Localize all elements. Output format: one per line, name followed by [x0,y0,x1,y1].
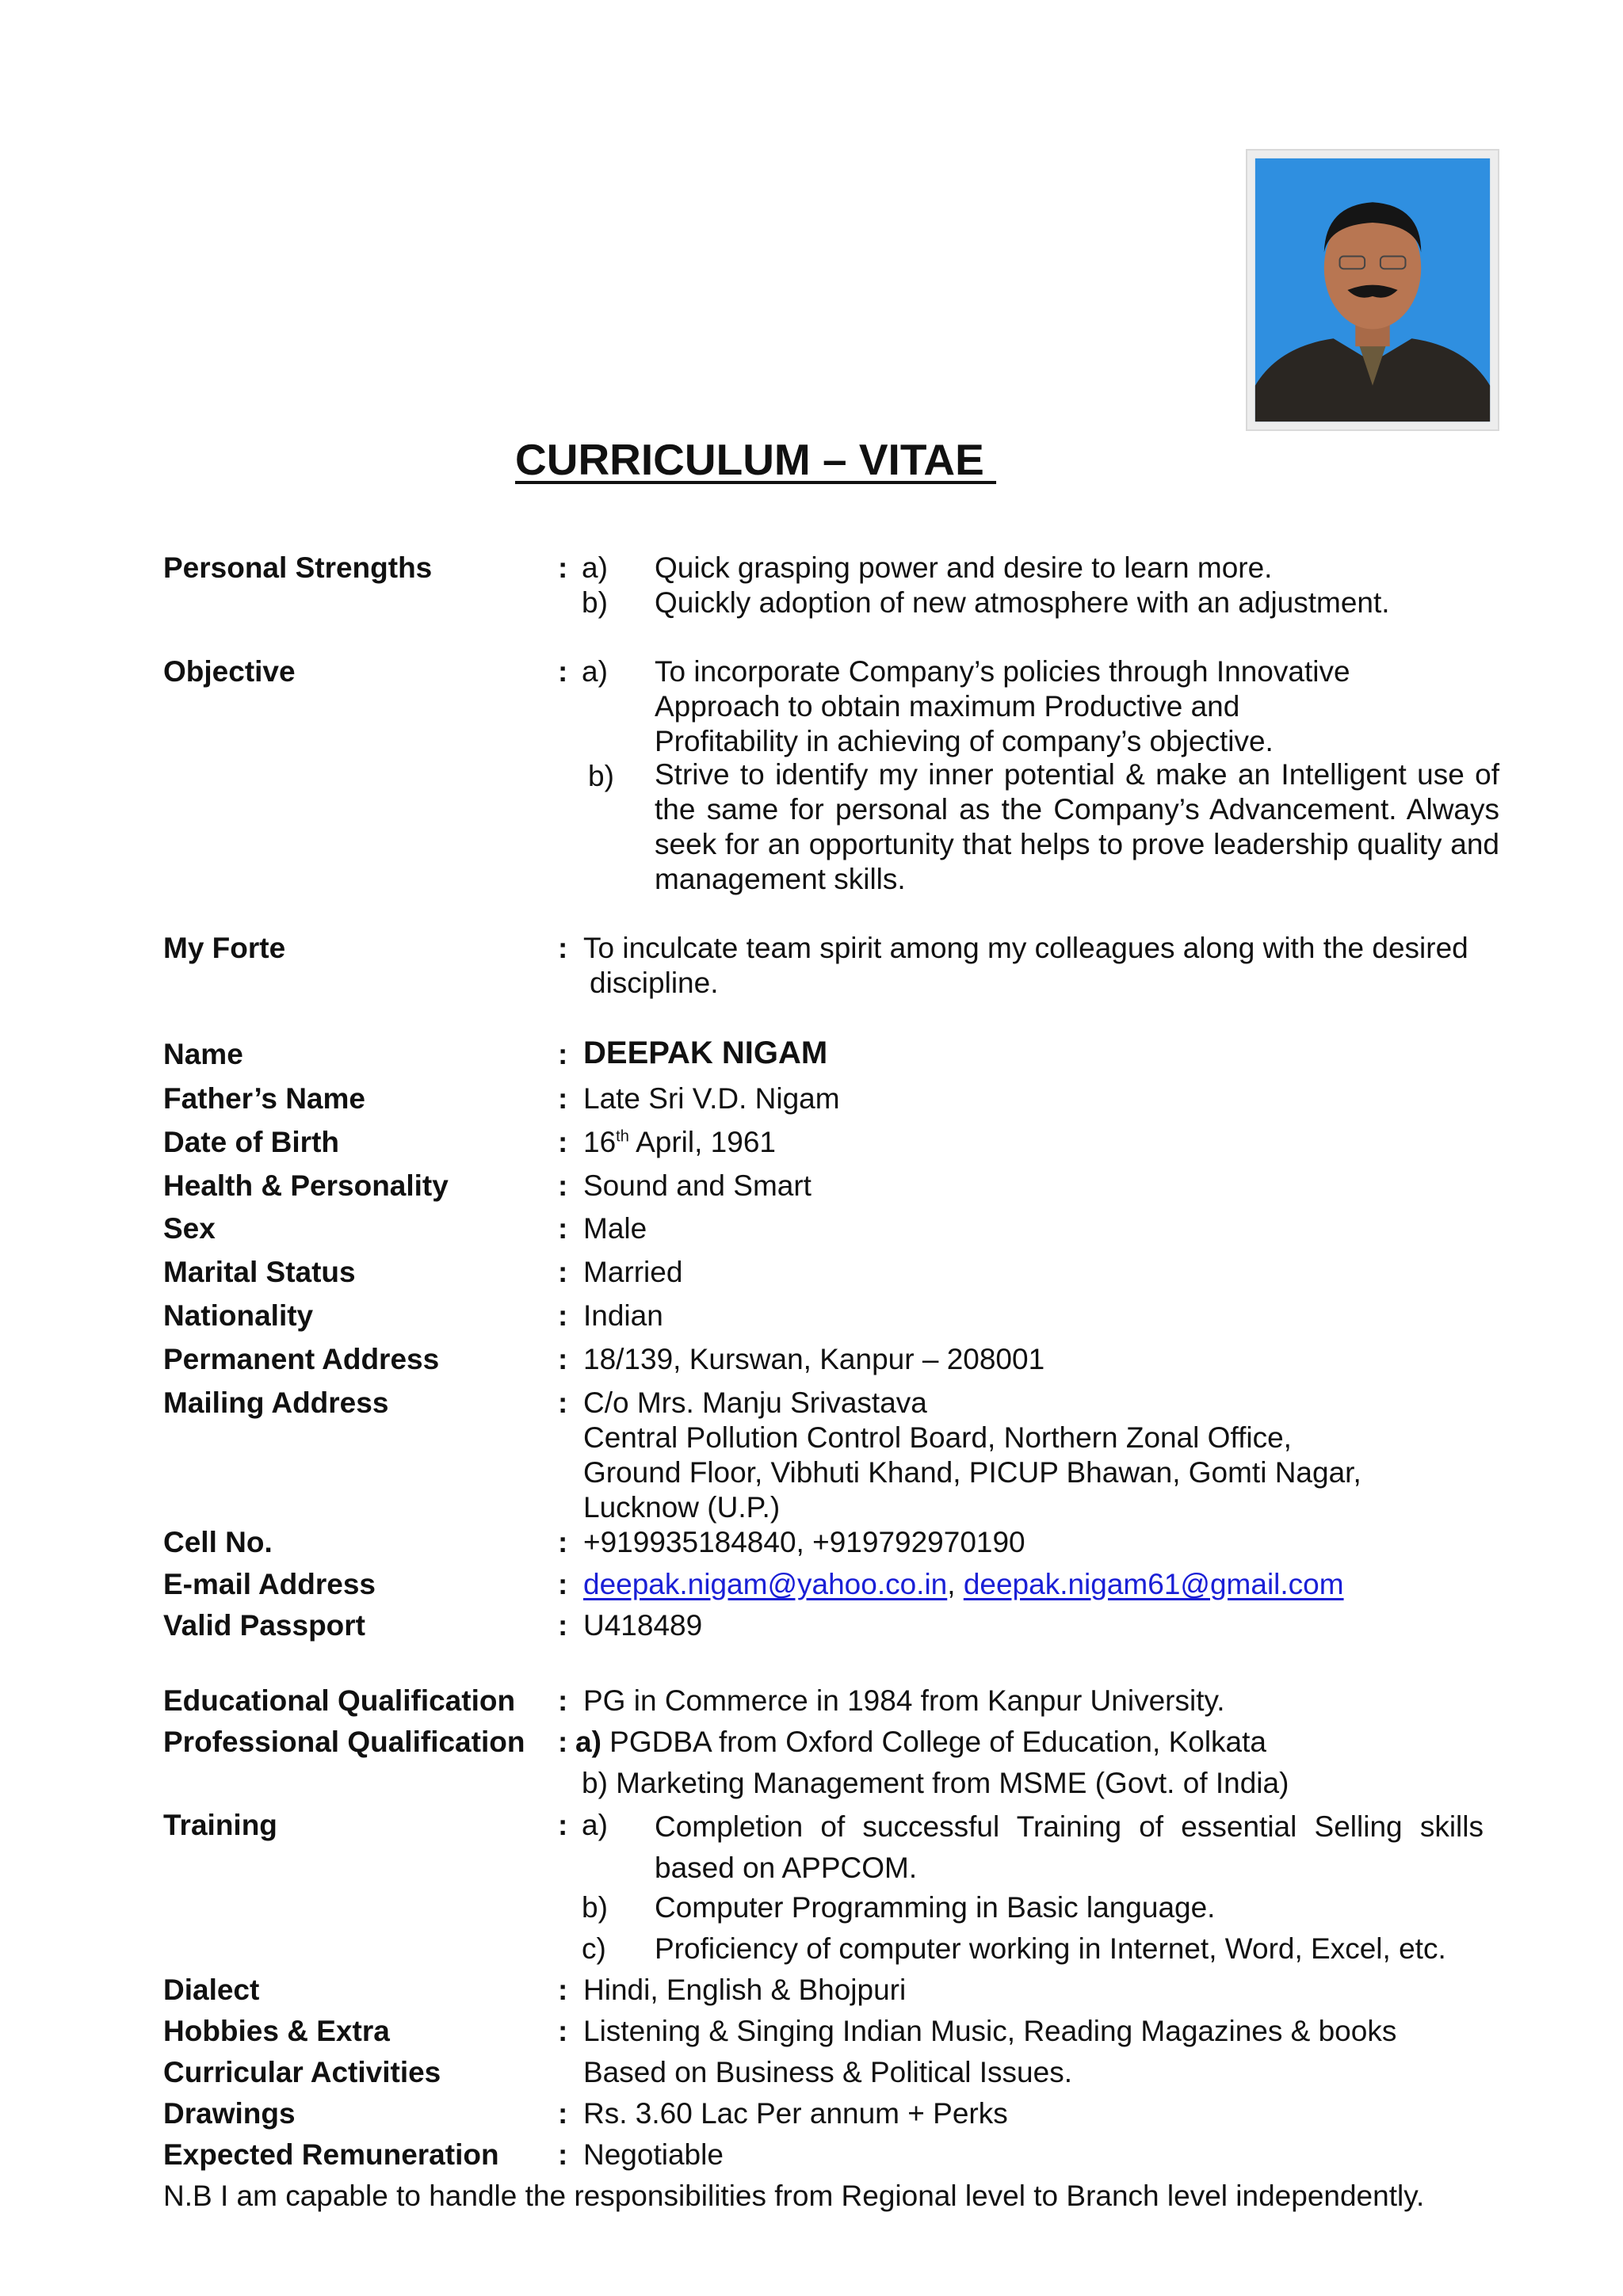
name-label: Name [163,1038,243,1070]
email-value [583,1568,1344,1601]
email-separator: , [947,1568,964,1600]
professional-value-a [575,1726,1266,1759]
colon: : [558,2138,568,2171]
hobbies-label: Hobbies & Extra [163,2015,390,2047]
cell-label: Cell No. [163,1526,273,1558]
colon: : [558,1343,568,1375]
colon: : [558,932,568,964]
colon: : [558,1386,568,1419]
colon: : [558,1568,568,1600]
mailing-address-line3: Ground Floor, Vibhuti Khand, PICUP Bhawan, Gomti Nagar, [583,1456,1361,1489]
forte-label: My Forte [163,932,286,964]
note-text: N.B I am capable to handle the responsibilities from Regional level to Branch level independently. [163,2180,1425,2212]
colon: : [558,1684,568,1717]
mailing-address-line1: C/o Mrs. Manju Srivastava [583,1386,927,1419]
email-label: E-mail Address [163,1568,376,1600]
professional-value-b: b) Marketing Management from MSME (Govt. of India) [582,1767,1289,1799]
drawings-label: Drawings [163,2097,296,2130]
training-a-marker: a) [582,1809,608,1841]
objective-a-line2: Approach to obtain maximum Productive and [655,690,1240,723]
colon: : [558,2015,568,2047]
objective-b-marker: b) [588,760,614,792]
forte-line2: discipline. [590,967,719,999]
name-value: DEEPAK NIGAM [583,1035,828,1070]
dob-value [583,1126,776,1159]
training-c-text: Proficiency of computer working in Internet, Word, Excel, etc. [655,1932,1446,1965]
objective-a-line1: To incorporate Company’s policies through Innovative [655,655,1350,688]
email-link-yahoo[interactable]: deepak.nigam@yahoo.co.in [583,1568,948,1600]
objective-label: Objective [163,655,296,688]
cell-value: +919935184840, +919792970190 [583,1526,1025,1558]
training-b-text: Computer Programming in Basic language. [655,1891,1216,1924]
strengths-label: Personal Strengths [163,551,433,584]
passport-value: U418489 [583,1609,703,1642]
dob-rest: April, 1961 [628,1126,776,1158]
colon: : [558,1974,568,2006]
colon: : [558,1169,568,1202]
colon: : [558,1038,568,1070]
colon: : [558,551,568,584]
colon: : [558,2097,568,2130]
marital-label: Marital Status [163,1256,356,1288]
colon: : [558,1726,568,1758]
health-label: Health & Personality [163,1169,449,1202]
education-label: Educational Qualification [163,1684,516,1717]
training-c-marker: c) [582,1932,606,1965]
drawings-value: Rs. 3.60 Lac Per annum + Perks [583,2097,1008,2130]
strength-a-marker: a) [582,551,608,584]
colon: : [558,1609,568,1642]
strength-b-marker: b) [582,586,608,619]
colon: : [558,1082,568,1115]
sex-value: Male [583,1212,647,1245]
colon: : [558,1256,568,1288]
hobbies-line1: Listening & Singing Indian Music, Reading Magazines & books [583,2015,1397,2047]
professional-a-text: PGDBA from Oxford College of Education, Kolkata [601,1726,1266,1758]
permanent-address-value: 18/139, Kurswan, Kanpur – 208001 [583,1343,1045,1375]
mailing-address-label: Mailing Address [163,1386,389,1419]
health-value: Sound and Smart [583,1169,812,1202]
portrait-photo [1246,149,1499,431]
professional-label: Professional Qualification [163,1726,525,1758]
strength-b-text: Quickly adoption of new atmosphere with an adjustment. [655,586,1390,619]
forte-line1: To inculcate team spirit among my colleagues along with the desired [583,932,1468,964]
nationality-value: Indian [583,1299,663,1332]
professional-a-marker: a) [575,1726,601,1758]
portrait-icon [1247,151,1498,429]
remuneration-value: Negotiable [583,2138,724,2171]
mailing-address-line4: Lucknow (U.P.) [583,1491,781,1524]
colon: : [558,1809,568,1841]
colon: : [558,1299,568,1332]
dialect-value: Hindi, English & Bhojpuri [583,1974,907,2006]
objective-a-line3: Profitability in achieving of company’s objective. [655,725,1274,757]
remuneration-label: Expected Remuneration [163,2138,499,2171]
objective-b-text: Strive to identify my inner potential & make an Intelligent use of the same for personal as the Company’s Advancement. Always seek for an opportunity that helps to prove leadership quality and management skills. [655,758,1499,895]
nationality-label: Nationality [163,1299,314,1332]
email-link-gmail[interactable]: deepak.nigam61@gmail.com [963,1568,1344,1600]
colon: : [558,655,568,688]
training-a-text: Completion of successful Training of essential Selling skills based on APPCOM. [655,1810,1484,1884]
mailing-address-line2: Central Pollution Control Board, Northern Zonal Office, [583,1421,1292,1454]
dob-suffix: th [616,1127,629,1146]
passport-label: Valid Passport [163,1609,365,1642]
sex-label: Sex [163,1212,216,1245]
permanent-address-label: Permanent Address [163,1343,440,1375]
objective-a-marker: a) [582,655,608,688]
dialect-label: Dialect [163,1974,260,2006]
dob-day: 16 [583,1126,617,1158]
father-label: Father’s Name [163,1082,365,1115]
father-value: Late Sri V.D. Nigam [583,1082,840,1115]
training-label: Training [163,1809,277,1841]
colon: : [558,1126,568,1158]
colon: : [558,1212,568,1245]
marital-value: Married [583,1256,683,1288]
strength-a-text: Quick grasping power and desire to learn more. [655,551,1273,584]
hobbies-line2: Based on Business & Political Issues. [583,2056,1072,2088]
education-value: PG in Commerce in 1984 from Kanpur University. [583,1684,1225,1717]
colon: : [558,1526,568,1558]
training-b-marker: b) [582,1891,608,1924]
page-title: CURRICULUM – VITAE [515,435,997,484]
dob-label: Date of Birth [163,1126,339,1158]
curricular-label: Curricular Activities [163,2056,441,2088]
